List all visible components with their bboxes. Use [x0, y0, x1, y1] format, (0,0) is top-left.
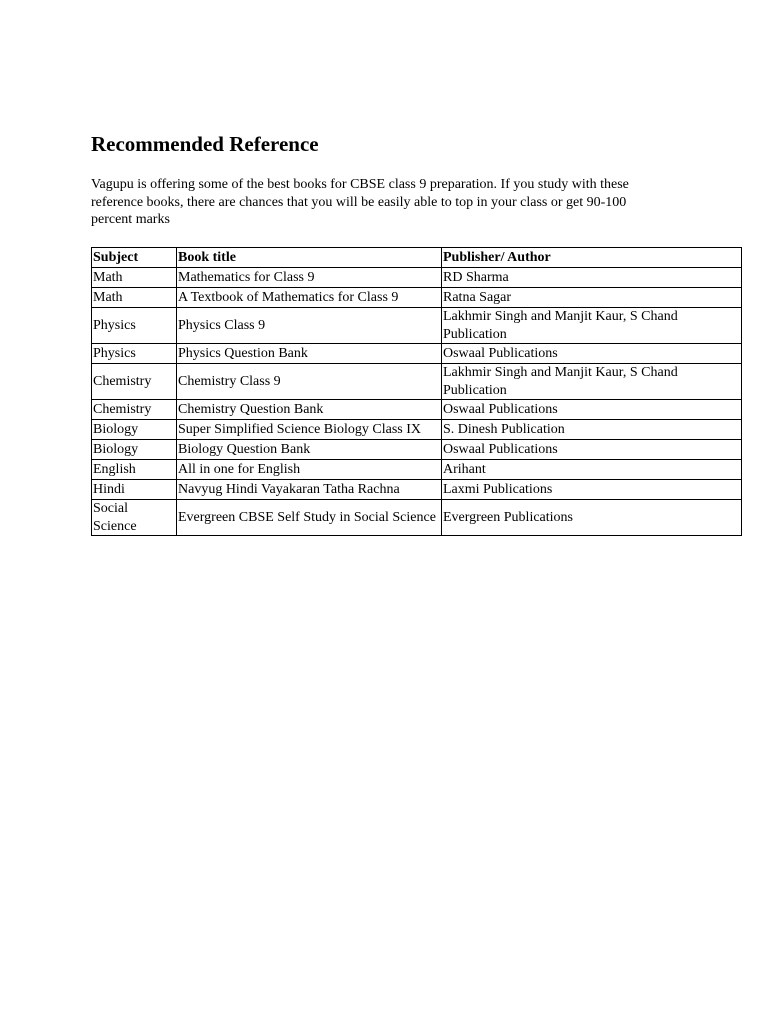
intro-line: reference books, there are chances that you will be easily able to top in your class or get 90-100 — [91, 194, 627, 210]
table-row — [92, 420, 742, 440]
page-title: Recommended Reference — [91, 132, 319, 156]
cell-publisher: Lakhmir Singh and Manjit Kaur, S Chand Publication — [442, 364, 742, 400]
cell-subject: Hindi — [92, 480, 177, 500]
cell-book-title: Super Simplified Science Biology Class IX — [177, 420, 442, 440]
intro-line: Vagupu is offering some of the best books for CBSE class 9 preparation. If you study with these — [91, 177, 629, 192]
header-publisher-author: Publisher/ Author — [442, 248, 742, 268]
cell-subject: Physics — [92, 308, 177, 344]
table-row — [92, 500, 742, 536]
cell-publisher: Laxmi Publications — [442, 480, 742, 500]
cell-subject: Biology — [92, 440, 177, 460]
intro-paragraph — [91, 176, 691, 229]
table-row — [92, 308, 742, 344]
header-subject: Subject — [92, 248, 177, 268]
table-header-row — [92, 248, 742, 268]
table-row — [92, 344, 742, 364]
cell-book-title: Physics Question Bank — [177, 344, 442, 364]
cell-publisher: Lakhmir Singh and Manjit Kaur, S Chand Publication — [442, 308, 742, 344]
cell-publisher: S. Dinesh Publication — [442, 420, 742, 440]
cell-book-title: Biology Question Bank — [177, 440, 442, 460]
cell-publisher: Arihant — [442, 460, 742, 480]
cell-publisher: Evergreen Publications — [442, 500, 742, 536]
intro-line: percent marks — [91, 212, 170, 227]
cell-subject: Physics — [92, 344, 177, 364]
cell-book-title: All in one for English — [177, 460, 442, 480]
cell-subject: Chemistry — [92, 400, 177, 420]
cell-book-title: Navyug Hindi Vayakaran Tatha Rachna — [177, 480, 442, 500]
header-book-title: Book title — [177, 248, 442, 268]
cell-book-title: Physics Class 9 — [177, 308, 442, 344]
table-row — [92, 364, 742, 400]
cell-publisher: Oswaal Publications — [442, 440, 742, 460]
table-row — [92, 400, 742, 420]
cell-subject: Math — [92, 288, 177, 308]
cell-subject: Math — [92, 268, 177, 288]
cell-book-title: A Textbook of Mathematics for Class 9 — [177, 288, 442, 308]
table-row — [92, 440, 742, 460]
cell-book-title: Chemistry Question Bank — [177, 400, 442, 420]
cell-book-title: Chemistry Class 9 — [177, 364, 442, 400]
table-row — [92, 480, 742, 500]
cell-subject: Social Science — [92, 500, 177, 536]
cell-subject: English — [92, 460, 177, 480]
cell-book-title: Evergreen CBSE Self Study in Social Science — [177, 500, 442, 536]
cell-publisher: Ratna Sagar — [442, 288, 742, 308]
cell-publisher: RD Sharma — [442, 268, 742, 288]
cell-subject: Biology — [92, 420, 177, 440]
cell-book-title: Mathematics for Class 9 — [177, 268, 442, 288]
table-row — [92, 268, 742, 288]
table-row — [92, 460, 742, 480]
table-row — [92, 288, 742, 308]
cell-publisher: Oswaal Publications — [442, 400, 742, 420]
cell-publisher: Oswaal Publications — [442, 344, 742, 364]
reference-books-table — [91, 247, 742, 536]
cell-subject: Chemistry — [92, 364, 177, 400]
